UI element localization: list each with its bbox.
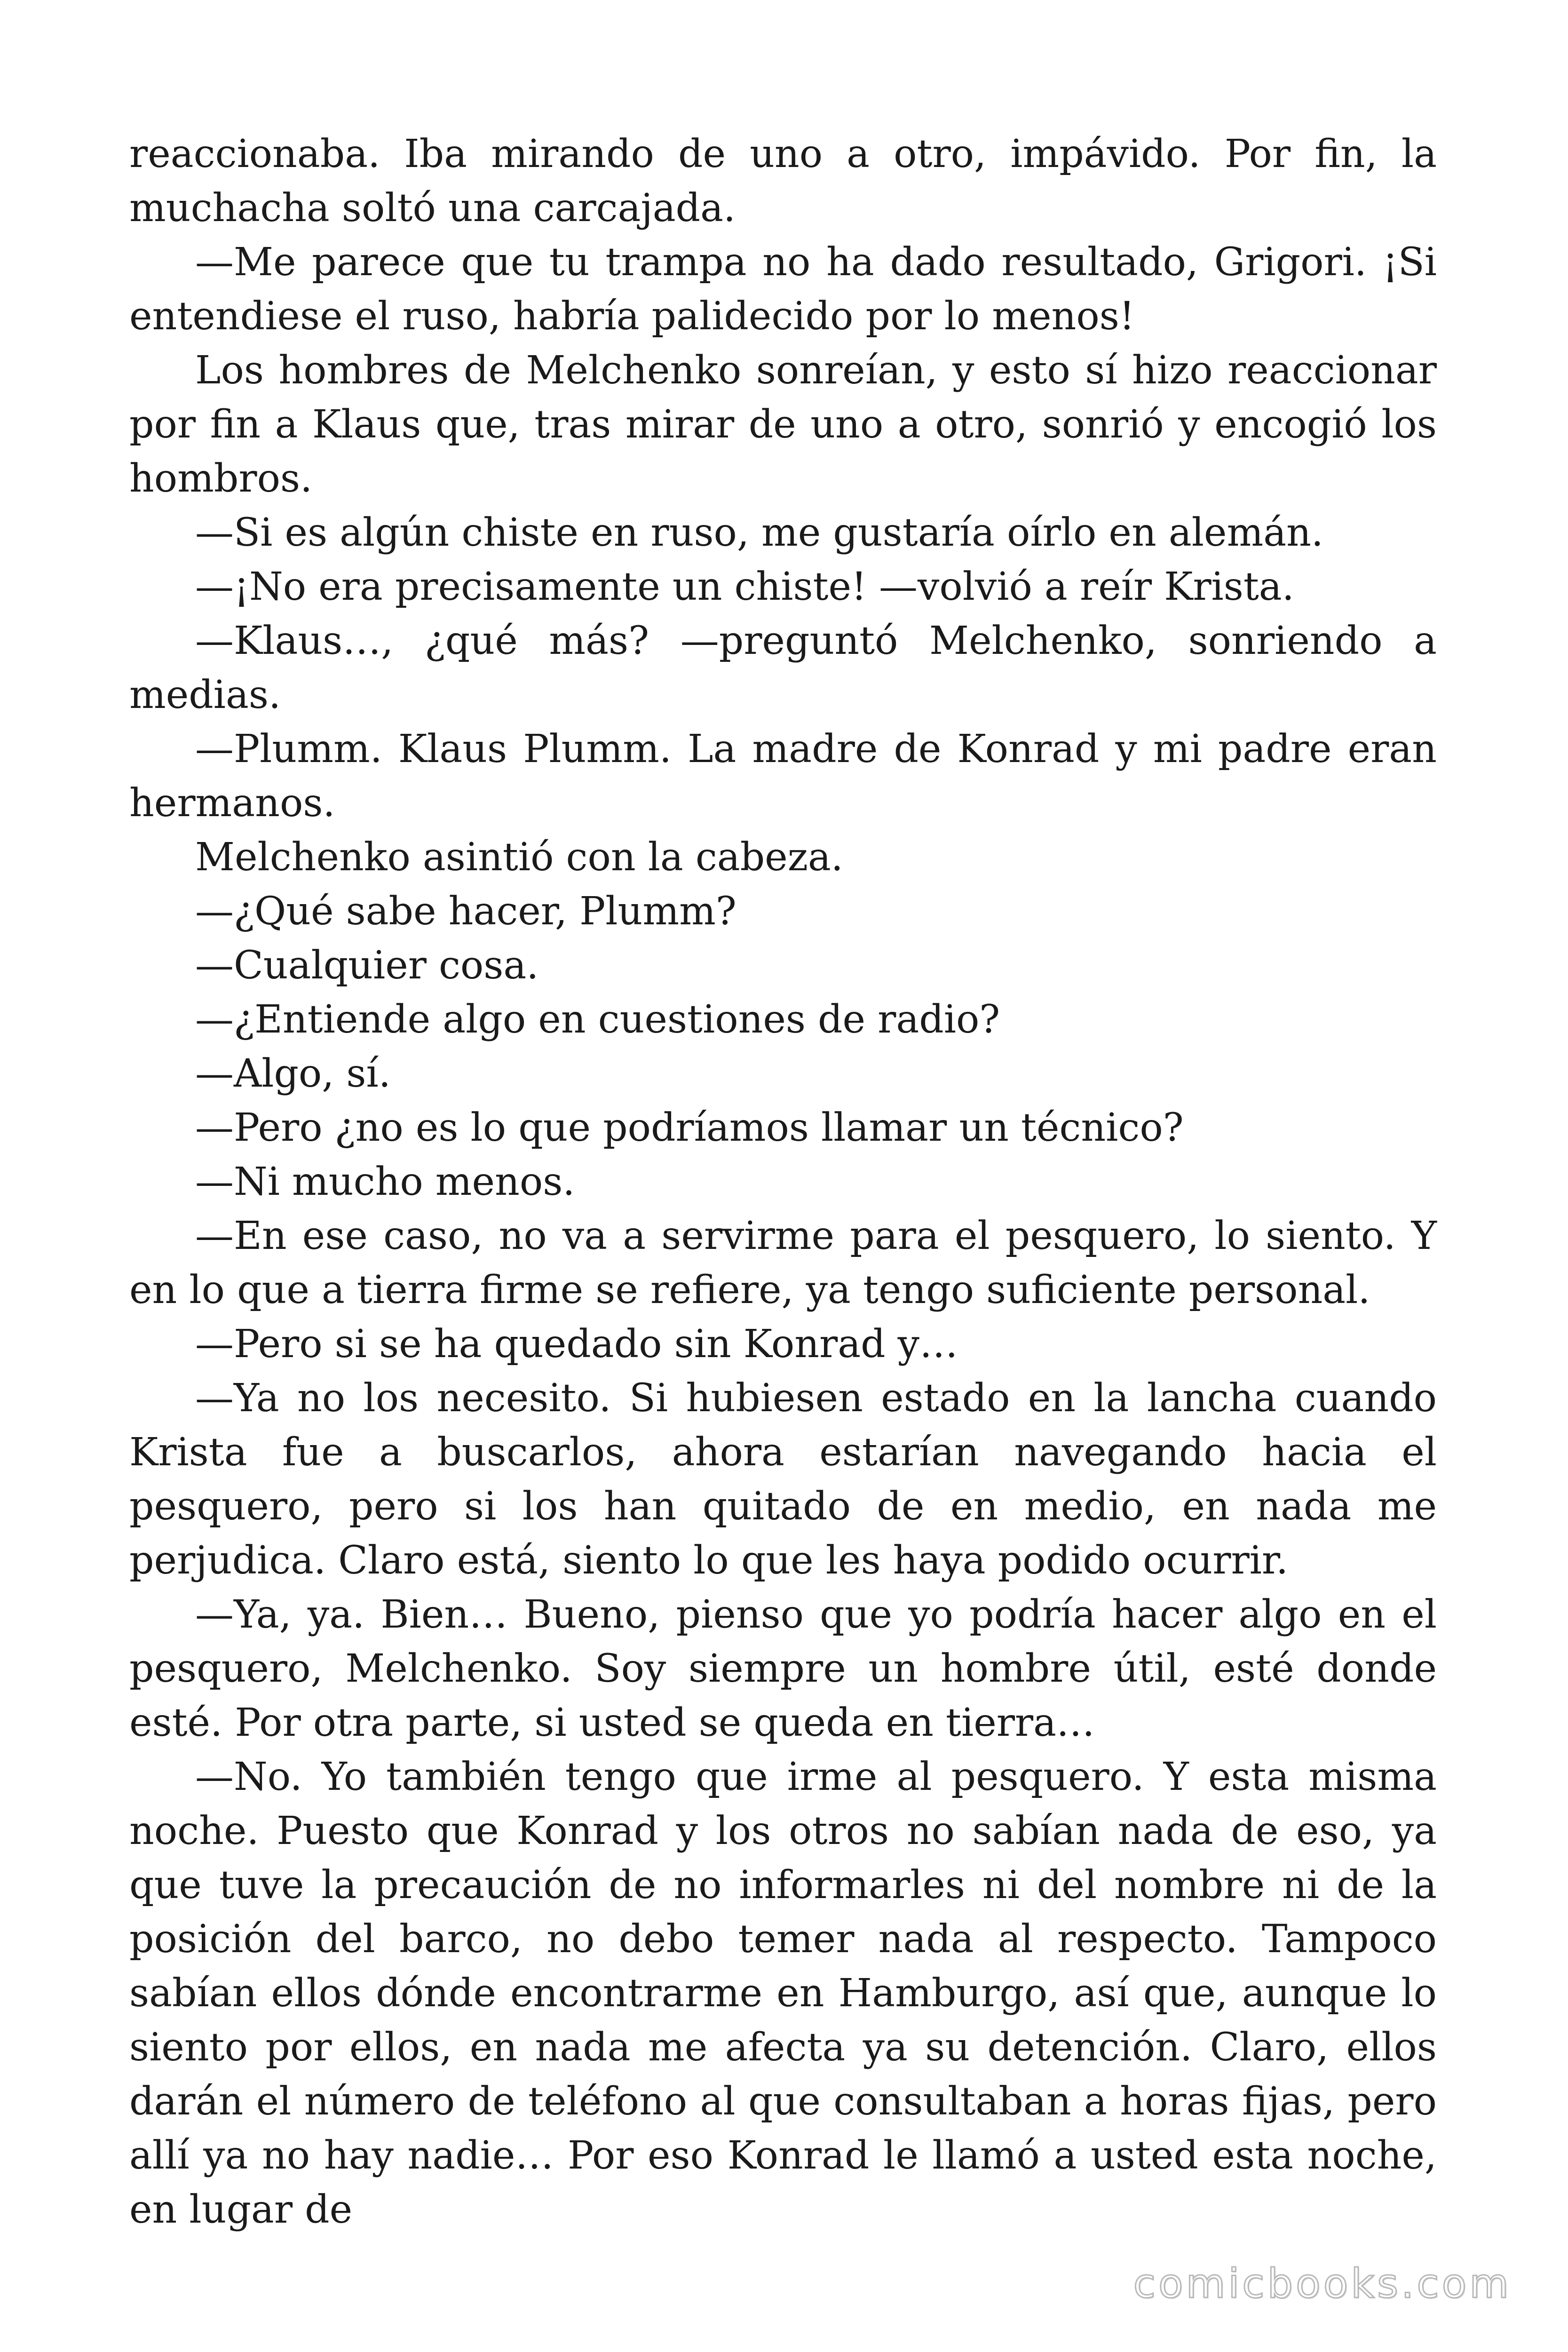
paragraph: —Pero si se ha quedado sin Konrad y… xyxy=(195,1322,958,1367)
paragraph: —Pero ¿no es lo que podríamos llamar un técnico? xyxy=(195,1105,1184,1150)
paragraph: Melchenko asintió con la cabeza. xyxy=(195,835,843,880)
watermark: comicbooks.com xyxy=(1133,2260,1512,2307)
paragraph: —En ese caso, no va a servirme para el pesquero, lo siento. Y en lo que a tierra firme se refiere, ya tengo suficiente personal. xyxy=(129,1214,1437,1312)
paragraph: —No. Yo también tengo que irme al pesquero. Y esta misma noche. Puesto que Konrad y los otros no sabían nada de eso, ya que tuve la precaución de no informarles ni del nombre ni de la posición del barco, no debo temer nada al respecto. Tampoco sabían ellos dónde encontrarme en Hamburgo, así que, aunque lo siento por ellos, en nada me afecta ya su detención. Claro, ellos darán el número de teléfono al que consultaban a horas fijas, pero allí ya no hay nadie… Por eso Konrad le llamó a usted esta noche, en lugar de xyxy=(129,1755,1437,2232)
body-text xyxy=(129,127,1437,2237)
paragraph: —Plumm. Klaus Plumm. La madre de Konrad y mi padre eran hermanos. xyxy=(129,727,1437,826)
paragraph: —Cualquier cosa. xyxy=(195,943,539,988)
paragraph: —Ya, ya. Bien… Bueno, pienso que yo podría hacer algo en el pesquero, Melchenko. Soy siempre un hombre útil, esté donde esté. Por otra parte, si usted se queda en tierra… xyxy=(129,1592,1437,1745)
paragraph: —Ni mucho menos. xyxy=(195,1160,575,1204)
paragraph: —Klaus…, ¿qué más? —preguntó Melchenko, sonriendo a medias. xyxy=(129,619,1437,717)
paragraph: Los hombres de Melchenko sonreían, y esto sí hizo reaccionar por fin a Klaus que, tras mirar de uno a otro, sonrió y encogió los hombros. xyxy=(129,348,1437,501)
paragraph: reaccionaba. Iba mirando de uno a otro, impávido. Por fin, la muchacha soltó una carcajada. xyxy=(129,132,1437,230)
paragraph: —Ya no los necesito. Si hubiesen estado en la lancha cuando Krista fue a buscarlos, ahora estarían navegando hacia el pesquero, pero si los han quitado de en medio, en nada me perjudica. Claro está, siento lo que les haya podido ocurrir. xyxy=(129,1376,1437,1583)
paragraph: —¿Qué sabe hacer, Plumm? xyxy=(195,889,736,934)
paragraph: —¡No era precisamente un chiste! —volvió a reír Krista. xyxy=(195,564,1294,609)
paragraph: —Si es algún chiste en ruso, me gustaría oírlo en alemán. xyxy=(195,510,1323,555)
paragraph: —¿Entiende algo en cuestiones de radio? xyxy=(195,997,1000,1042)
paragraph: —Algo, sí. xyxy=(195,1051,391,1096)
paragraph: —Me parece que tu trampa no ha dado resultado, Grigori. ¡Si entendiese el ruso, habría palidecido por lo menos! xyxy=(129,240,1437,339)
